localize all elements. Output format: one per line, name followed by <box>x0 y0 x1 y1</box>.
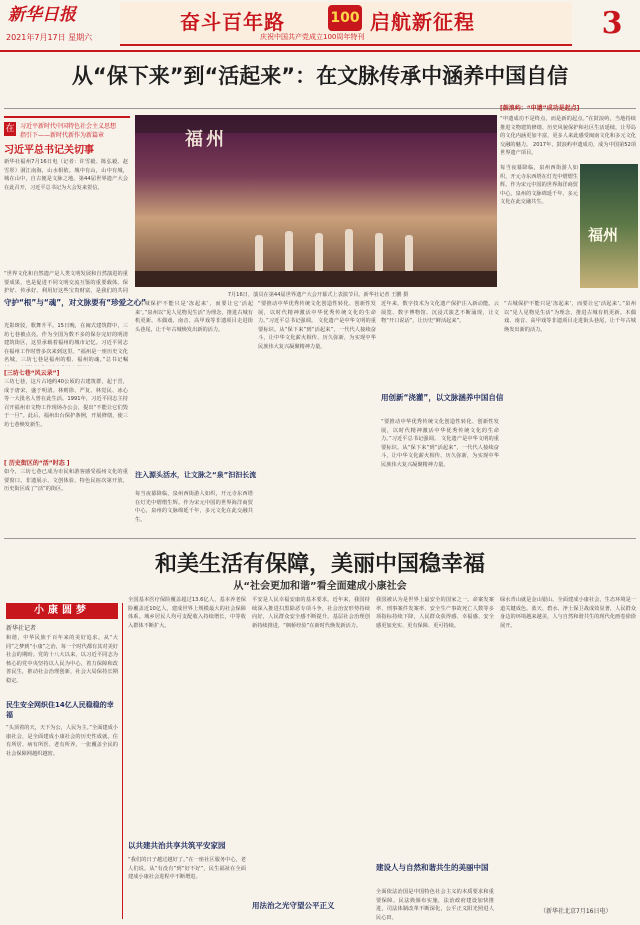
photo-dancer <box>255 235 263 271</box>
article1-subhead-1: 守护“根”与“魂”，对文脉要有“珍爱之心” <box>4 298 147 307</box>
photo-dancer <box>315 233 323 271</box>
column-top-line: 习近平新时代中国特色社会主义思想 <box>20 123 117 130</box>
anniversary-banner <box>120 2 572 46</box>
photo-dancer <box>405 235 413 271</box>
column-title: 习近平总书记关切事 <box>4 145 94 156</box>
article1-body-k: “古城保护不能只是‘冻起来’，而要让它‘活起来’。”泉州以“见人见物见生活”为理念，推进古城有机更新。木偶戏、南音、高甲戏等非遗项目走进街头巷尾，让千年古城焕发出新的活力。 <box>504 301 636 333</box>
article1-body-d: 如今，三坊七巷已成为市民和游客感受福州文化的重要窗口。非遗展示、文创体验、特色民宿次第开放，历史街区成了“活”的街区。 <box>4 469 128 493</box>
article1-headline: 从“保下来”到“活起来”：在文脉传承中涵养中国自信 <box>71 64 569 88</box>
article1-body-h: “要推动中华优秀传统文化创造性转化、创新性发展，以时代精神激活中华优秀传统文化的生命力。”习近平总书记强调。 文化遗产是中华文明的重要标识。从“保下来”到“活起来”，一代代人接续奋斗，让中华文化薪火相传、历久弥新，为实现中华民族伟大复兴凝聚精神力量。 <box>258 301 376 350</box>
article1-lead: 新华社福州7月16日电（记者：许雪毅、陈弘毅、赵雪彤）洞江南海，山水相依。城中有山，山中有城，城在山中，自古便是文脉之地。第44届世界遗产大会在此召开，习近平总书记为大会发来贺信。 <box>4 159 128 191</box>
city-photo <box>580 164 638 288</box>
issue-date: 2021年7月17日 星期六 <box>6 33 93 42</box>
column-mark: 在 <box>5 124 15 134</box>
article2-subhead-2: 以共建共治共享共筑平安家园 <box>128 841 226 850</box>
anniversary-badge: 100 <box>328 5 362 31</box>
page-number: 3 <box>601 6 623 41</box>
article2-body-d: 平安是人民幸福安康的基本要求。近年来，我国持续深入推进扫黑除恶专项斗争，社会治安形势持续向好，人民群众安全感不断提升。基层社会治理创新持续推进，“枫桥经验”在新时代焕发新活力。 <box>252 597 370 629</box>
article2-byline: （新华社北京7月16日电） <box>540 908 612 915</box>
photo-caption: 7月16日，演员在第44届世界遗产大会开幕式上表演节目。新华社记者 王鹏 摄 <box>227 292 409 298</box>
article1-body-a: “世界文化和自然遗产是人类文明发展和自然演进的重要成果，也是促进不同文明交流互鉴的重要载体。保护好、传承好、利用好这些宝贵财富，是我们的共同 <box>4 271 128 294</box>
article2-body-a: “头顶着的天，天下为公，人民为主。”全面建成小康社会，是全面建成小康社会的历史性成就。住有所居、病有所医、老有所养，一张覆盖全民的社会保障网越织越密。 <box>6 725 118 757</box>
column-sub-line: 指引下——新时代新作为新篇章 <box>20 132 105 139</box>
city-photo-text: 福州 <box>588 226 619 244</box>
article2-headline: 和美生活有保障，美丽中国稳幸福 <box>154 552 485 577</box>
masthead <box>0 0 640 50</box>
photo-dancer <box>375 233 383 271</box>
article1-body-e: “申遗成功不是终点，而是新的起点。”在鼓浪屿，当地持续推进文物建筑修缮、历史风貌保护和社区生活延续，让琴岛的文化内涵更加丰富，更多人来此感受闽南文化和多元文化交融的魅力。 2017年，鼓浪屿申遗成功，成为中国第52项世界遗产项目。 <box>500 116 636 157</box>
article1-subhead-3: [ 历史街区的“活”时态 ] <box>4 460 70 467</box>
article2-body-b: 全国基本医疗保险覆盖超过13.6亿人，基本养老保险覆盖近10亿人，建成世界上规模最大的社会保障体系。城乡居民人均可支配收入持续增长，中等收入群体不断扩大。 <box>128 597 246 629</box>
photo-stage-floor <box>135 271 497 287</box>
article1-body-b: 光影斑驳，歌舞升平。15日晚，在闽式建筑群中，三坊七巷被点亮。作为全国为数不多的保存完好的明清建筑街区，这里承载着福州的城市记忆。习近平同志在福州工作时曾多次来到这里。“福州是一座历史文化名城，三坊七巷是福州的根、福州的魂。”总书记嘱 <box>4 323 128 364</box>
photo-dancer <box>345 229 353 271</box>
sidebar-label: 新华社记者 <box>6 625 37 632</box>
article2-body-f: 全面依法治国是中国特色社会主义的本质要求和重要保障。民法典颁布实施，法治政府建设加快推进，司法体制改革不断深化，公平正义阳光照进人民心田。 <box>376 889 494 920</box>
article2-body-c: “我们的日子越过越好了。”在一座社区服务中心，老人们说。从“有没有”到“好不好”，民生福祉在全面建成小康社会进程中不断增进。 <box>128 857 246 881</box>
article1-body-f: 每当夜幕降临，泉州西街游人如织，开元寺东西塔在灯光中熠熠生辉。作为宋元中国的世界海洋商贸中心，泉州的文脉绵延千年，多元文化在此交融共生。 <box>500 165 578 206</box>
article2-body-e: 我国被认为是世界上最安全的国家之一。命案发案率、刑事案件发案率、安全生产事故死亡人数等多项指标持续下降，人民群众获得感、幸福感、安全感更加充实、更有保障、更可持续。 <box>376 597 494 629</box>
article1-subhead-4: [鼓浪屿：“申遗”成功是起点] <box>500 105 580 112</box>
article1-body-j: “要推动中华优秀传统文化创造性转化、创新性发展，以时代精神激活中华优秀传统文化的生命力。”习近平总书记强调。 文化遗产是中华文明的重要标识。从“保下来”到“活起来”，一代代人接续奋斗，让中华文化薪火相传、历久弥新，为实现中华民族伟大复兴凝聚精神力量。 <box>381 419 499 468</box>
photo-stage-text: 福州 <box>185 129 227 150</box>
article2-body-h: 绿水青山就是金山银山。全面建成小康社会，生态环境是一道关键成色。蓝天、碧水、净土保卫战成效显著，人民群众身边的环境越来越美，人与自然和谐共生的现代化画卷徐徐展开。 <box>500 597 636 629</box>
newspaper-logo: 新华日报 <box>8 5 76 25</box>
sidebar-body: 和谐，中华民族千百年来的美好追求。从“大同”之梦到“小康”之治，每一个时代都有其对美好社会的期盼。党的十八大以来，以习近平同志为核心的党中央坚持以人民为中心，着力保障和改善民生，推动社会治理创新，社会大局保持长期稳定。 <box>6 635 118 684</box>
article1-body-c: 三坊七巷，这片占地约40公顷的古建筑群，起于晋，成于唐宋，盛于明清。林则徐、严复、林觉民、冰心等一大批名人曾在此生活。1991年，习近平同志主持召开福州市文物工作现场办公会，提出“不能让它们毁于一旦”。此后，福州出台保护条例，开展修缮，使三坊七巷焕发新生。 <box>4 379 128 428</box>
article1-body-g: “古城保护不能只是‘冻起来’，而要让它‘活起来’。”泉州以“见人见物见生活”为理念，推进古城有机更新。木偶戏、南音、高甲戏等非遗项目走进街头巷尾，让千年古城焕发出新的活力。 <box>135 301 253 333</box>
masthead-rule <box>0 50 640 52</box>
article1-subhead-6: 用创新“浇灌”，以文脉涵养中国自信 <box>381 393 504 402</box>
article2-subhead: 从“社会更加和谐”看全面建成小康社会 <box>233 581 407 592</box>
banner-slogan-right: 启航新征程 <box>370 10 475 34</box>
banner-slogan-left: 奋斗百年路 <box>180 10 285 34</box>
article2-subhead-4: 建设人与自然和谐共生的美丽中国 <box>376 863 489 872</box>
sidebar-divider <box>122 603 123 919</box>
article2-subhead-1: 民生安全网织住14亿人民稳稳的幸福 <box>6 701 114 719</box>
article1-body-i: 近年来，数字技术为文化遗产保护注入新动能。云展览、数字博物馆、沉浸式演艺不断涌现，让文物“开口说话”，让历史“鲜活起来”。 <box>381 301 499 325</box>
article1-subhead-5: 注入源头活水，让文脉之“泉”汩汩长流 <box>135 471 257 479</box>
section-divider <box>4 538 636 539</box>
photo-dancer <box>285 231 293 271</box>
performance-photo <box>135 115 497 287</box>
banner-subtitle: 庆祝中国共产党成立100周年特刊 <box>260 33 365 41</box>
article1-body-g2: 每当夜幕降临，泉州西街游人如织，开元寺东西塔在灯光中熠熠生辉。作为宋元中国的世界海洋商贸中心，泉州的文脉绵延千年，多元文化在此交融共生。 <box>135 491 253 523</box>
article2-subhead-3: 用法治之光守望公平正义 <box>252 901 335 910</box>
column-header <box>4 116 130 156</box>
article1-subhead-2: [三坊七巷“风云录”] <box>4 370 60 377</box>
sidebar-title: 小康圆梦 <box>6 603 118 619</box>
